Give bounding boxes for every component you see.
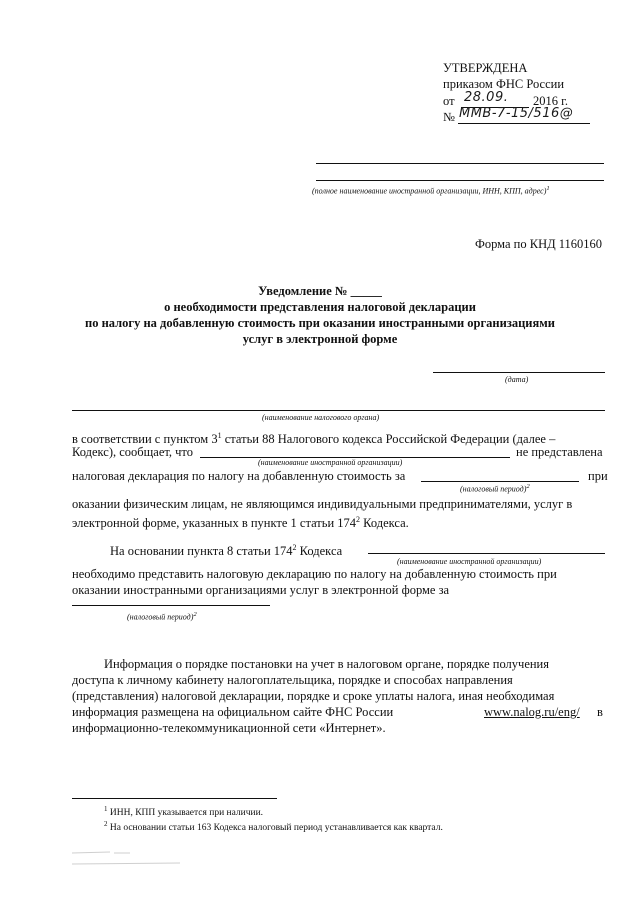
approval-date-year: 2016 г.: [533, 94, 568, 108]
foreign-org-line-2: [368, 553, 605, 554]
p1-line-2b: не представлена: [516, 445, 603, 459]
footnote-1: $^1$ ИНН, КПП указывается при наличии.: [104, 805, 264, 819]
approval-date-prefix: от: [443, 94, 455, 108]
fns-website-link[interactable]: www.nalog.ru/eng/: [484, 705, 580, 719]
foreign-org-caption: (наименование иностранной организации): [258, 458, 403, 467]
heading-line-1: Уведомление № _____: [258, 284, 382, 298]
approval-number-handwritten: ММВ-7-15/516@: [459, 106, 574, 121]
info-line-1: Информация о порядке постановки на учет в налоговом органе, порядке получения: [104, 657, 550, 671]
heading-line-2: о необходимости представления налоговой декларации: [164, 300, 476, 314]
tax-authority-line: [72, 410, 605, 411]
org-name-line-2: [316, 180, 604, 181]
heading-line-3: по налогу на добавленную стоимость при оказании иностранными организациями: [85, 316, 555, 330]
heading-line-4: услуг в электронной форме: [242, 332, 398, 346]
period-caption-2: (налоговый период)$^2$: [127, 611, 197, 622]
p1-line-3a: налоговая декларация по налогу на добавленную стоимость за: [72, 469, 406, 483]
info-line-2: доступа к личному кабинету налогоплательщика, порядке и способах направления: [72, 673, 513, 687]
footnote-separator: [72, 798, 277, 799]
date-caption: (дата): [505, 375, 529, 384]
approval-date-handwritten: 28.09.: [464, 90, 509, 105]
info-line-4b: в: [597, 705, 603, 719]
p1-line-4: оказании физическим лицам, не являющимся индивидуальными предпринимателями, услуг в: [72, 497, 573, 511]
scan-stamp-marks: [70, 848, 182, 870]
p1-line-1: в соответствии с пунктом $3^1$ статьи 88 Налогового кодекса Российской Федерации (далее –: [72, 431, 556, 447]
footnote-2: $^2$ На основании статьи 163 Кодекса налоговый период устанавливается как квартал.: [104, 820, 443, 834]
period-line-2: [72, 605, 270, 606]
p1-line-5: электронной форме, указанных в пункте 1 статьи $174^2$ Кодекса.: [72, 515, 409, 531]
tax-authority-caption: (наименование налогового органа): [262, 413, 380, 422]
p2-line-3: оказании иностранными организациями услуг в электронной форме за: [72, 583, 450, 597]
approval-order: приказом ФНС России: [443, 77, 565, 91]
info-line-3: (представления) налоговой декларации, порядке и сроке уплаты налога, иная необходимая: [72, 689, 555, 703]
form-code: Форма по КНД 1160160: [475, 237, 603, 251]
org-name-caption: (полное наименование иностранной организации, ИНН, КПП, адрес)$^1$: [312, 185, 550, 196]
period-caption: (налоговый период)$^2$: [460, 483, 530, 494]
p1-line-3b: при: [588, 469, 608, 483]
approval-number-underline: [458, 123, 590, 124]
p2-line-2: необходимо представить налоговую декларацию по налогу на добавленную стоимость при: [72, 567, 557, 581]
approval-title: УТВЕРЖДЕНА: [443, 61, 528, 75]
p1-line-2a: Кодекс), сообщает, что: [72, 445, 193, 459]
org-name-line-1: [316, 163, 604, 164]
foreign-org-caption-2: (наименование иностранной организации): [397, 557, 542, 566]
info-line-4a: информация размещена на официальном сайте ФНС России: [72, 705, 394, 719]
info-line-5: информационно-телекоммуникационной сети «Интернет».: [72, 721, 386, 735]
p2-line-1: На основании пункта 8 статьи $174^2$ Кодекса: [110, 543, 343, 559]
date-line: [433, 372, 605, 373]
approval-number-prefix: №: [443, 110, 455, 124]
